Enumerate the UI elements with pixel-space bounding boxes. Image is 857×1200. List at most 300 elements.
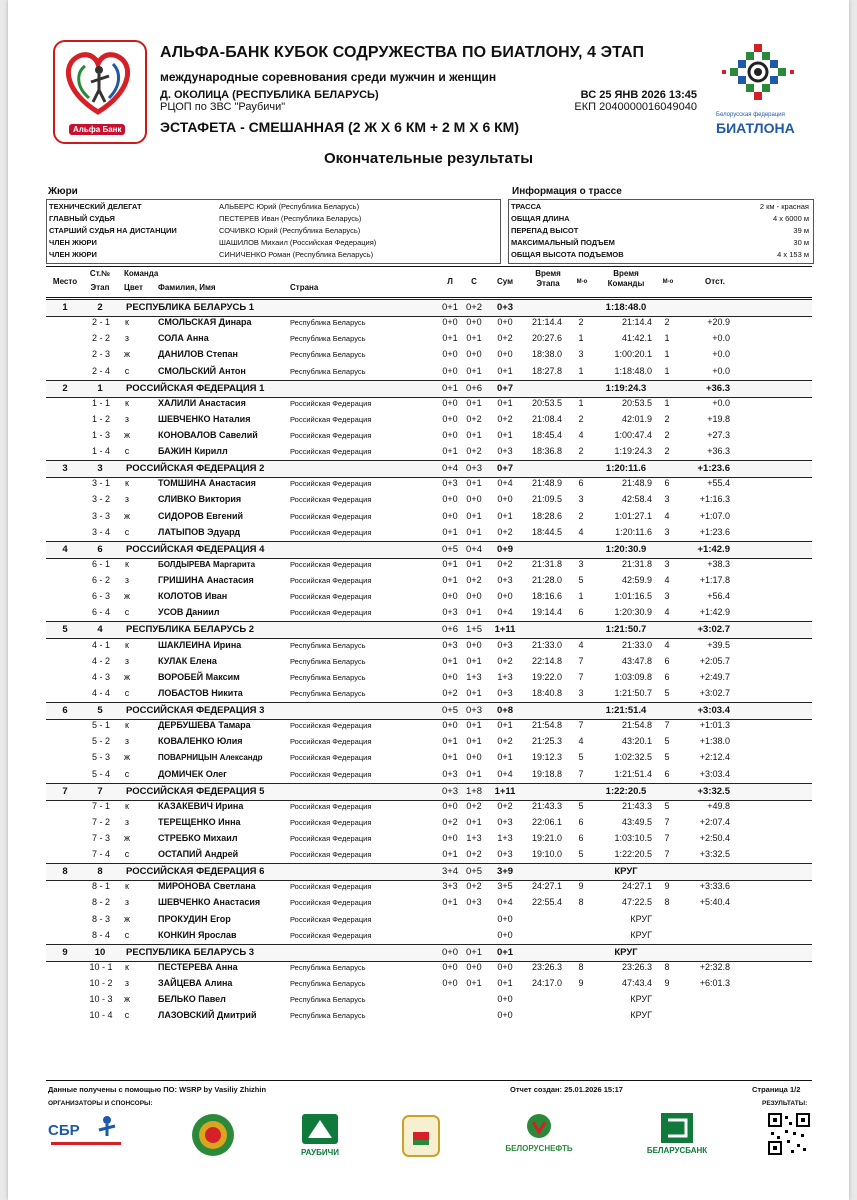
athlete-team-rank: 3: [664, 526, 670, 537]
athlete-team-time: 41:42.1: [621, 333, 652, 344]
athlete-color: з: [124, 494, 130, 505]
jury-row: [49, 249, 373, 261]
athlete-name: КАЗАКЕВИЧ Ирина: [158, 800, 244, 811]
jury-heading: Жюри: [48, 186, 78, 197]
team-behind: +3:03.4: [697, 705, 730, 716]
athlete-team-time: 42:59.9: [621, 575, 652, 585]
athlete-country: Российская Федерация: [290, 431, 372, 440]
athlete-row: [46, 557, 812, 573]
athlete-team-rank: 5: [664, 800, 670, 811]
athlete-behind: +39.5: [707, 639, 730, 650]
athlete-leg: 2 - 1: [91, 317, 110, 328]
athlete-row: [46, 428, 812, 444]
athlete-row: [46, 960, 812, 976]
athlete-name: СТРЕБКО Михаил: [158, 833, 238, 843]
athlete-color: ж: [123, 510, 131, 521]
athlete-l: 0+0: [442, 317, 458, 328]
footer-source: Данные получены с помощью ПО: WSRP by Vasiliy Zhizhin: [48, 1085, 267, 1094]
athlete-team-time: 1:20:30.9: [614, 607, 652, 618]
athlete-leg-time: 19:18.8: [531, 768, 563, 779]
athlete-s: 0+2: [466, 575, 482, 585]
athlete-leg-rank: 2: [578, 317, 584, 328]
athlete-leg-time: 21:54.8: [531, 720, 563, 731]
athlete-team-rank: 8: [664, 897, 670, 908]
athlete-leg-rank: 4: [578, 736, 584, 747]
athlete-country: Российская Федерация: [290, 817, 372, 827]
athlete-country: Республика Беларусь: [290, 688, 366, 698]
athlete-sum: 0+0: [497, 349, 513, 360]
athlete-leg: 7 - 4: [91, 849, 110, 860]
team-name: РОССИЙСКАЯ ФЕДЕРАЦИЯ 5: [126, 785, 265, 797]
jury-member: АЛЬБЕРС Юрий (Республика Беларусь): [219, 202, 360, 211]
athlete-team-time: КРУГ: [630, 929, 652, 940]
jury-row: [49, 201, 359, 213]
athlete-leg-rank: 3: [578, 687, 584, 698]
athlete-leg-rank: 3: [578, 558, 584, 569]
team-s: 0+6: [465, 382, 483, 394]
team-l: 3+4: [441, 866, 459, 878]
team-s: 0+3: [465, 705, 483, 716]
athlete-leg: 4 - 1: [91, 639, 110, 650]
athlete-sum: 0+1: [497, 430, 513, 440]
athlete-color: к: [125, 397, 129, 408]
athlete-name: ОСТАПИЙ Андрей: [158, 849, 239, 860]
athlete-s: 0+1: [466, 430, 482, 440]
athlete-behind: +20.9: [707, 317, 730, 328]
athlete-sum: 0+3: [497, 446, 513, 457]
athlete-name: ДЕРБУШЕВА Тамара: [158, 720, 251, 731]
athlete-sum: 0+4: [497, 607, 513, 618]
athlete-country: Республика Беларусь: [290, 962, 366, 972]
team-l: 0+3: [441, 785, 459, 797]
athlete-s: 0+1: [466, 397, 482, 408]
team-place: 9: [62, 946, 68, 958]
track-value: 2 км - красная: [759, 202, 809, 211]
athlete-sum: 0+1: [497, 752, 513, 763]
athlete-leg-time: 20:53.5: [531, 397, 563, 408]
results-qr[interactable]: [764, 1112, 814, 1164]
athlete-row: [46, 1008, 812, 1024]
athlete-name: МИРОНОВА Светлана: [158, 881, 256, 892]
athlete-leg-rank: 7: [578, 720, 584, 731]
athlete-country: Российская Федерация: [290, 801, 372, 811]
sponsor-raubichi: [290, 1112, 350, 1164]
athlete-team-rank: 9: [664, 881, 670, 892]
jury-role: ЧЛЕН ЖЮРИ: [49, 238, 97, 247]
athlete-country: Российская Федерация: [290, 527, 372, 537]
athlete-team-rank: 3: [664, 591, 670, 602]
athlete-leg-time: 21:43.3: [531, 800, 563, 811]
athlete-row: [46, 847, 812, 863]
team-bib: 10: [94, 946, 106, 958]
athlete-team-rank: 6: [664, 655, 670, 666]
team-behind: +1:42.9: [697, 543, 730, 555]
athlete-team-rank: 2: [664, 317, 670, 328]
athlete-leg-time: 22:55.4: [531, 897, 563, 908]
athlete-team-rank: 2: [664, 413, 670, 424]
team-time: 1:21:51.4: [605, 705, 647, 716]
footer-divider: [46, 1080, 812, 1081]
athlete-leg: 10 - 4: [89, 1010, 113, 1021]
athlete-leg: 5 - 1: [91, 720, 110, 731]
col-behind: Отст.: [705, 277, 725, 286]
athlete-name: ТЕРЕЩЕНКО Инна: [158, 816, 241, 827]
athlete-leg: 4 - 2: [91, 655, 110, 666]
athlete-behind: +55.4: [707, 478, 730, 489]
athlete-s: 0+1: [466, 510, 482, 521]
athlete-name: ЗАЙЦЕВА Алина: [158, 978, 233, 988]
event-venue: РЦОП по ЗВС "Раубичи": [160, 101, 286, 113]
athlete-leg-rank: 3: [578, 349, 584, 360]
athlete-country: Российская Федерация: [290, 495, 372, 505]
athlete-row: [46, 412, 812, 428]
athlete-s: 0+0: [466, 494, 482, 505]
athlete-s: 0+0: [466, 349, 482, 360]
athlete-team-time: 1:20:11.6: [615, 526, 652, 537]
athlete-team-rank: 4: [664, 510, 670, 521]
athlete-l: 0+0: [442, 833, 458, 843]
athlete-row: [46, 638, 812, 654]
page-title: Окончательные результаты: [323, 150, 534, 167]
team-bib: 5: [97, 705, 103, 716]
heart-skier-logo-icon: [55, 42, 141, 122]
athlete-behind: +1:01.3: [699, 720, 730, 731]
athlete-behind: +19.8: [707, 413, 730, 424]
team-bib: 1: [97, 382, 103, 394]
track-label: ОБЩАЯ ДЛИНА: [511, 214, 570, 223]
athlete-behind: +36.3: [707, 446, 730, 457]
athlete-sum: 0+4: [497, 478, 513, 489]
sponsor-noc: [396, 1112, 446, 1164]
belorusneft-logo-icon: [521, 1112, 557, 1142]
jury-row: [49, 213, 361, 225]
athlete-l: 0+1: [442, 558, 458, 569]
athlete-color: з: [124, 413, 130, 424]
athlete-sum: 3+5: [497, 881, 513, 892]
team-time: 1:21:50.7: [605, 624, 647, 636]
athlete-team-time: 21:54.8: [621, 720, 652, 731]
athlete-color: с: [124, 365, 130, 376]
athlete-behind: +1:38.0: [699, 736, 730, 747]
athlete-team-time: 1:00:20.1: [614, 349, 652, 360]
athlete-row: [46, 670, 812, 686]
jury-role: СТАРШИЙ СУДЬЯ НА ДИСТАНЦИИ: [49, 226, 177, 235]
athlete-row: [46, 347, 812, 363]
athlete-team-rank: 1: [664, 397, 670, 408]
athlete-color: с: [124, 768, 130, 779]
athlete-row: [46, 799, 812, 815]
athlete-country: Российская Федерация: [290, 769, 372, 779]
athlete-leg-time: 24:17.0: [531, 978, 563, 988]
athlete-name: ДОМИЧЕК Олег: [158, 768, 227, 779]
team-name: РЕСПУБЛИКА БЕЛАРУСЬ 1: [126, 302, 255, 313]
athlete-country: Республика Беларусь: [290, 334, 366, 344]
athlete-s: 0+2: [466, 849, 482, 860]
team-name: РОССИЙСКАЯ ФЕДЕРАЦИЯ 2: [126, 463, 265, 475]
track-value: 30 м: [793, 238, 809, 247]
athlete-leg-rank: 6: [578, 816, 584, 827]
athlete-leg-time: 20:27.6: [531, 333, 563, 344]
athlete-country: Республика Беларусь: [290, 656, 366, 666]
athlete-leg: 1 - 3: [91, 430, 110, 440]
athlete-behind: +38.3: [707, 558, 730, 569]
athlete-sum: 1+3: [497, 671, 513, 682]
track-row: [511, 213, 809, 225]
athlete-leg: 5 - 3: [91, 752, 110, 763]
athlete-row: [46, 315, 812, 331]
athlete-s: 1+3: [466, 833, 482, 843]
team-time: 1:19:24.3: [605, 382, 647, 394]
athlete-leg-rank: 2: [578, 446, 584, 457]
athlete-leg-time: 18:38.0: [531, 349, 563, 360]
athlete-leg-rank: 2: [578, 510, 584, 521]
athlete-country: Республика Беларусь: [290, 979, 366, 988]
team-place: 5: [62, 624, 68, 636]
athlete-team-rank: 5: [664, 752, 670, 763]
athlete-team-time: 42:58.4: [621, 494, 652, 505]
athlete-name: СМОЛЬСКАЯ Динара: [158, 317, 252, 328]
athlete-color: к: [125, 881, 129, 892]
athlete-leg: 3 - 3: [91, 510, 110, 521]
team-time: 1:20:11.6: [605, 463, 647, 475]
belarusbank-label: БЕЛАРУСБАНК: [646, 1146, 708, 1155]
athlete-l: 0+0: [442, 430, 458, 440]
athlete-country: Республика Беларусь: [290, 672, 366, 682]
athlete-color: з: [124, 897, 130, 908]
athlete-leg: 1 - 4: [91, 446, 110, 457]
athlete-row: [46, 476, 812, 492]
athlete-name: ЛОБАСТОВ Никита: [158, 687, 243, 698]
athlete-row: [46, 831, 812, 847]
athlete-sum: 0+0: [497, 494, 513, 505]
athlete-leg-time: 21:28.0: [531, 575, 563, 585]
athlete-country: Республика Беларусь: [290, 350, 366, 360]
athlete-leg-time: 18:44.5: [531, 526, 563, 537]
belorusneft-label: БЕЛОРУСНЕФТЬ: [505, 1144, 573, 1153]
athlete-sum: 0+1: [497, 365, 513, 376]
athlete-color: ж: [123, 994, 131, 1005]
team-s: 1+5: [465, 624, 483, 636]
belarusbank-logo-icon: [660, 1112, 694, 1144]
ornament-logo-icon: [716, 40, 802, 110]
athlete-team-time: 42:01.9: [621, 413, 652, 424]
athlete-leg-time: 18:16.6: [531, 591, 563, 602]
athlete-team-rank: 1: [664, 365, 670, 376]
athlete-behind: +1:23.6: [699, 526, 730, 537]
athlete-country: Российская Федерация: [290, 737, 372, 747]
athlete-behind: +5:40.4: [699, 897, 730, 908]
athlete-leg-time: 21:31.8: [531, 558, 563, 569]
athlete-team-time: 1:02:32.5: [614, 752, 652, 763]
athlete-country: Российская Федерация: [290, 753, 372, 763]
athlete-leg: 2 - 4: [91, 365, 110, 376]
team-l: 0+1: [441, 302, 459, 313]
athlete-leg: 8 - 2: [91, 897, 110, 908]
team-sum: 0+9: [496, 543, 514, 555]
team-s: 0+2: [465, 302, 483, 313]
athlete-color: к: [125, 478, 129, 489]
athlete-sum: 0+2: [497, 413, 513, 424]
raubichi-logo-icon: [300, 1112, 340, 1146]
athlete-color: з: [124, 736, 130, 747]
team-place: 3: [62, 463, 68, 475]
athlete-sum: 0+3: [497, 849, 513, 860]
athlete-name: ХАЛИЛИ Анастасия: [158, 397, 246, 408]
athlete-leg-time: 18:27.8: [531, 365, 563, 376]
raubichi-label: РАУБИЧИ: [301, 1148, 339, 1157]
athlete-color: к: [125, 639, 129, 650]
athlete-behind: +0.0: [712, 397, 730, 408]
jury-role: ЧЛЕН ЖЮРИ: [49, 250, 97, 259]
athlete-leg-rank: 1: [578, 333, 584, 344]
athlete-color: ж: [123, 833, 131, 843]
athlete-l: 0+0: [442, 961, 458, 972]
athlete-s: 0+0: [466, 639, 482, 650]
qr-code-icon: [767, 1112, 811, 1156]
athlete-team-rank: 8: [664, 961, 670, 972]
athlete-l: 0+0: [442, 397, 458, 408]
biathlon-label: БИАТЛОНА: [716, 120, 795, 136]
footer-created: Отчет создан: 25.01.2026 15:17: [510, 1085, 623, 1094]
athlete-leg-time: 21:14.4: [531, 317, 563, 328]
team-l: 0+4: [441, 463, 459, 475]
athlete-s: 0+0: [466, 961, 482, 972]
athlete-s: 0+3: [466, 897, 482, 908]
athlete-behind: +2:49.7: [699, 671, 730, 682]
athlete-name: ПРОКУДИН Егор: [158, 913, 231, 924]
athlete-sum: 0+1: [497, 510, 513, 521]
athlete-team-rank: 1: [664, 349, 670, 360]
athlete-leg-rank: 7: [578, 655, 584, 666]
athlete-team-rank: 5: [664, 736, 670, 747]
athlete-l: 0+1: [442, 575, 458, 585]
athlete-l: 0+0: [442, 591, 458, 602]
athlete-leg-time: 22:06.1: [531, 816, 563, 827]
team-time: 1:18:48.0: [605, 302, 647, 313]
col-country: Страна: [290, 283, 319, 292]
team-sum: 0+3: [496, 302, 514, 313]
col-team-rank: М-о: [662, 279, 674, 285]
athlete-l: 0+0: [442, 720, 458, 731]
athlete-row: [46, 767, 812, 783]
athlete-country: Республика Беларусь: [290, 318, 366, 328]
athlete-leg-rank: 1: [578, 591, 584, 602]
athlete-team-rank: 7: [664, 816, 670, 827]
athlete-color: к: [125, 317, 129, 328]
athlete-sum: 0+3: [497, 639, 513, 650]
sbr-label: СБР: [48, 1122, 80, 1139]
team-place: 2: [62, 382, 68, 394]
athlete-sum: 0+4: [497, 897, 513, 908]
athlete-country: Российская Федерация: [290, 414, 372, 424]
athlete-team-time: 1:01:27.1: [614, 510, 652, 521]
athlete-name: КОНОВАЛОВ Савелий: [158, 430, 258, 440]
alfa-bank-cup-logo: [53, 40, 147, 144]
athlete-row: [46, 654, 812, 670]
athlete-team-time: 1:03:10.5: [614, 833, 652, 843]
athlete-country: Российская Федерация: [290, 398, 372, 408]
athlete-sum: 0+4: [497, 768, 513, 779]
jury-role: ТЕХНИЧЕСКИЙ ДЕЛЕГАТ: [49, 202, 142, 211]
athlete-sum: 0+2: [497, 526, 513, 537]
athlete-country: Российская Федерация: [290, 447, 372, 457]
athlete-name: КОНКИН Ярослав: [158, 929, 237, 940]
athlete-color: з: [124, 655, 130, 666]
athlete-name: СОЛА Анна: [158, 333, 209, 344]
team-bib: 2: [97, 302, 103, 313]
federation-label: Белорусская федерация: [716, 112, 785, 118]
team-bib: 3: [97, 463, 103, 475]
athlete-name: ШЕВЧЕНКО Анастасия: [158, 897, 261, 908]
athlete-l: 0+0: [442, 510, 458, 521]
athlete-name: БАЖИН Кирилл: [158, 446, 228, 457]
athlete-team-time: 43:47.8: [621, 655, 652, 666]
athlete-sum: 0+2: [497, 800, 513, 811]
athlete-team-time: 21:48.9: [621, 478, 652, 489]
athlete-country: Российская Федерация: [290, 511, 372, 521]
athlete-behind: +2:32.8: [699, 961, 730, 972]
athlete-leg-time: 19:21.0: [531, 833, 563, 843]
athlete-leg: 4 - 3: [91, 671, 110, 682]
athlete-team-rank: 7: [664, 720, 670, 731]
biathlon-federation-logo: [716, 40, 802, 140]
athlete-name: СИДОРОВ Евгений: [158, 510, 244, 521]
athlete-behind: +1:16.3: [699, 494, 730, 505]
athlete-behind: +0.0: [712, 365, 730, 376]
team-time: КРУГ: [614, 946, 638, 958]
athlete-color: к: [125, 720, 129, 731]
athlete-leg: 2 - 3: [91, 349, 110, 360]
athlete-color: ж: [123, 671, 131, 682]
athlete-sum: 0+0: [497, 994, 513, 1005]
athlete-leg-rank: 8: [578, 897, 584, 908]
athlete-leg-time: 19:14.4: [531, 607, 563, 618]
state-emblem-icon: [190, 1112, 236, 1158]
team-behind: +36.3: [705, 382, 730, 394]
athlete-team-rank: 4: [664, 639, 670, 650]
athlete-name: ДАНИЛОВ Степан: [158, 349, 238, 360]
athlete-leg-rank: 3: [578, 494, 584, 505]
col-leg-time: Время Этапа: [535, 269, 561, 288]
athlete-country: Российская Федерация: [290, 479, 372, 489]
athlete-sum: 0+1: [497, 978, 513, 988]
track-value: 4 x 6000 м: [772, 214, 809, 223]
athlete-team-rank: 4: [664, 575, 670, 585]
athlete-sum: 0+2: [497, 736, 513, 747]
athlete-row: [46, 605, 812, 621]
athlete-row: [46, 444, 812, 460]
athlete-color: ж: [123, 430, 131, 440]
athlete-s: 0+1: [466, 816, 482, 827]
athlete-s: 0+1: [466, 526, 482, 537]
athlete-l: 0+0: [442, 413, 458, 424]
athlete-sum: 0+0: [497, 317, 513, 328]
athlete-team-time: 21:33.0: [621, 639, 652, 650]
track-heading: Информация о трассе: [512, 186, 622, 197]
athlete-l: 0+0: [442, 494, 458, 505]
athlete-leg-time: 18:45.4: [531, 430, 563, 440]
athlete-name: СМОЛЬСКИЙ Антон: [158, 365, 246, 376]
team-l: 0+5: [441, 705, 459, 716]
track-row: [511, 225, 809, 237]
athlete-s: 0+1: [466, 736, 482, 747]
col-leg: Этап: [90, 283, 110, 292]
athlete-team-rank: 4: [664, 607, 670, 618]
team-bib: 4: [97, 624, 103, 636]
athlete-leg: 6 - 1: [91, 558, 110, 569]
athlete-sum: 0+1: [497, 720, 513, 731]
team-name: РОССИЙСКАЯ ФЕДЕРАЦИЯ 4: [126, 543, 265, 555]
